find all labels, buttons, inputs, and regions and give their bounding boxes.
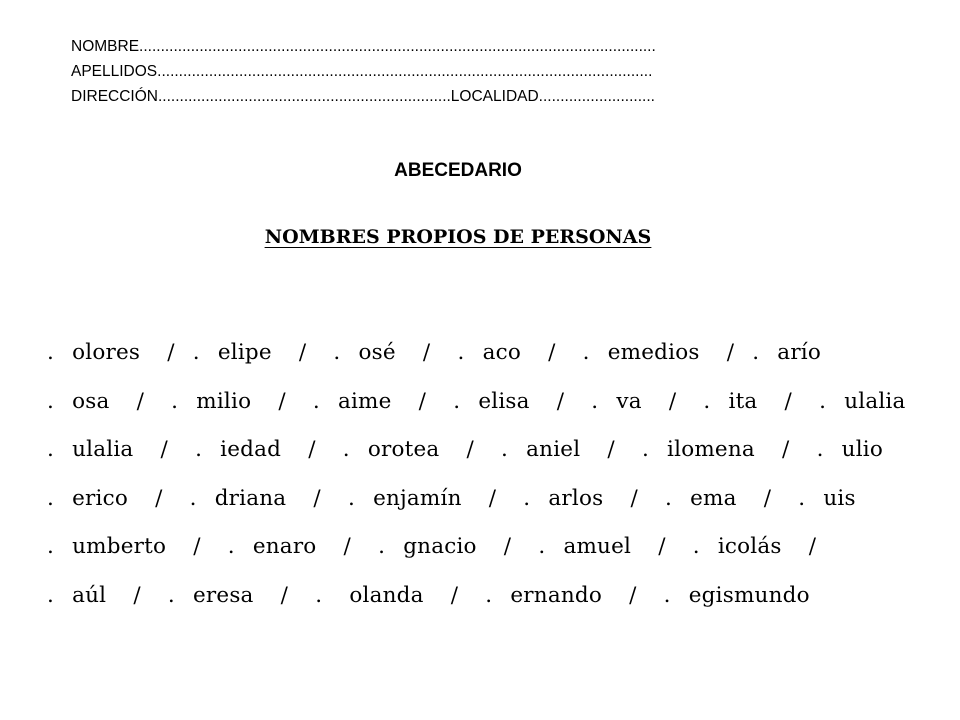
names-line-5: . umberto / . enaro / . gnacio / . amuel / . icolás / [47, 534, 817, 559]
direccion-localidad-field: DIRECCIÓN....................................................................LOCALIDAD........................... [71, 88, 655, 105]
page-subtitle [0, 226, 916, 248]
page-title: ABECEDARIO [394, 160, 522, 181]
names-exercise [47, 329, 906, 620]
nombre-field: NOMBRE........................................................................................................................ [71, 38, 656, 55]
subtitle-text: NOMBRES PROPIOS DE PERSONAS [264, 226, 652, 248]
names-line-1: . olores / . elipe / . osé / . aco / . emedios / . arío [47, 340, 822, 365]
names-line-2: . osa / . milio / . aime / . elisa / . va / . ita / . ulalia [47, 388, 906, 414]
names-line-3: . ulalia / . iedad / . orotea / . aniel / . ilomena / . ulio [47, 437, 884, 462]
apellidos-field: APELLIDOS................................................................................................................... [71, 63, 653, 80]
names-line-4: . erico / . driana / . enjamín / . arlos / . ema / . uis [47, 485, 856, 511]
names-line-6: . aúl / . eresa / . olanda / . ernando / . egismundo [47, 582, 810, 608]
student-info-fields [71, 34, 656, 109]
